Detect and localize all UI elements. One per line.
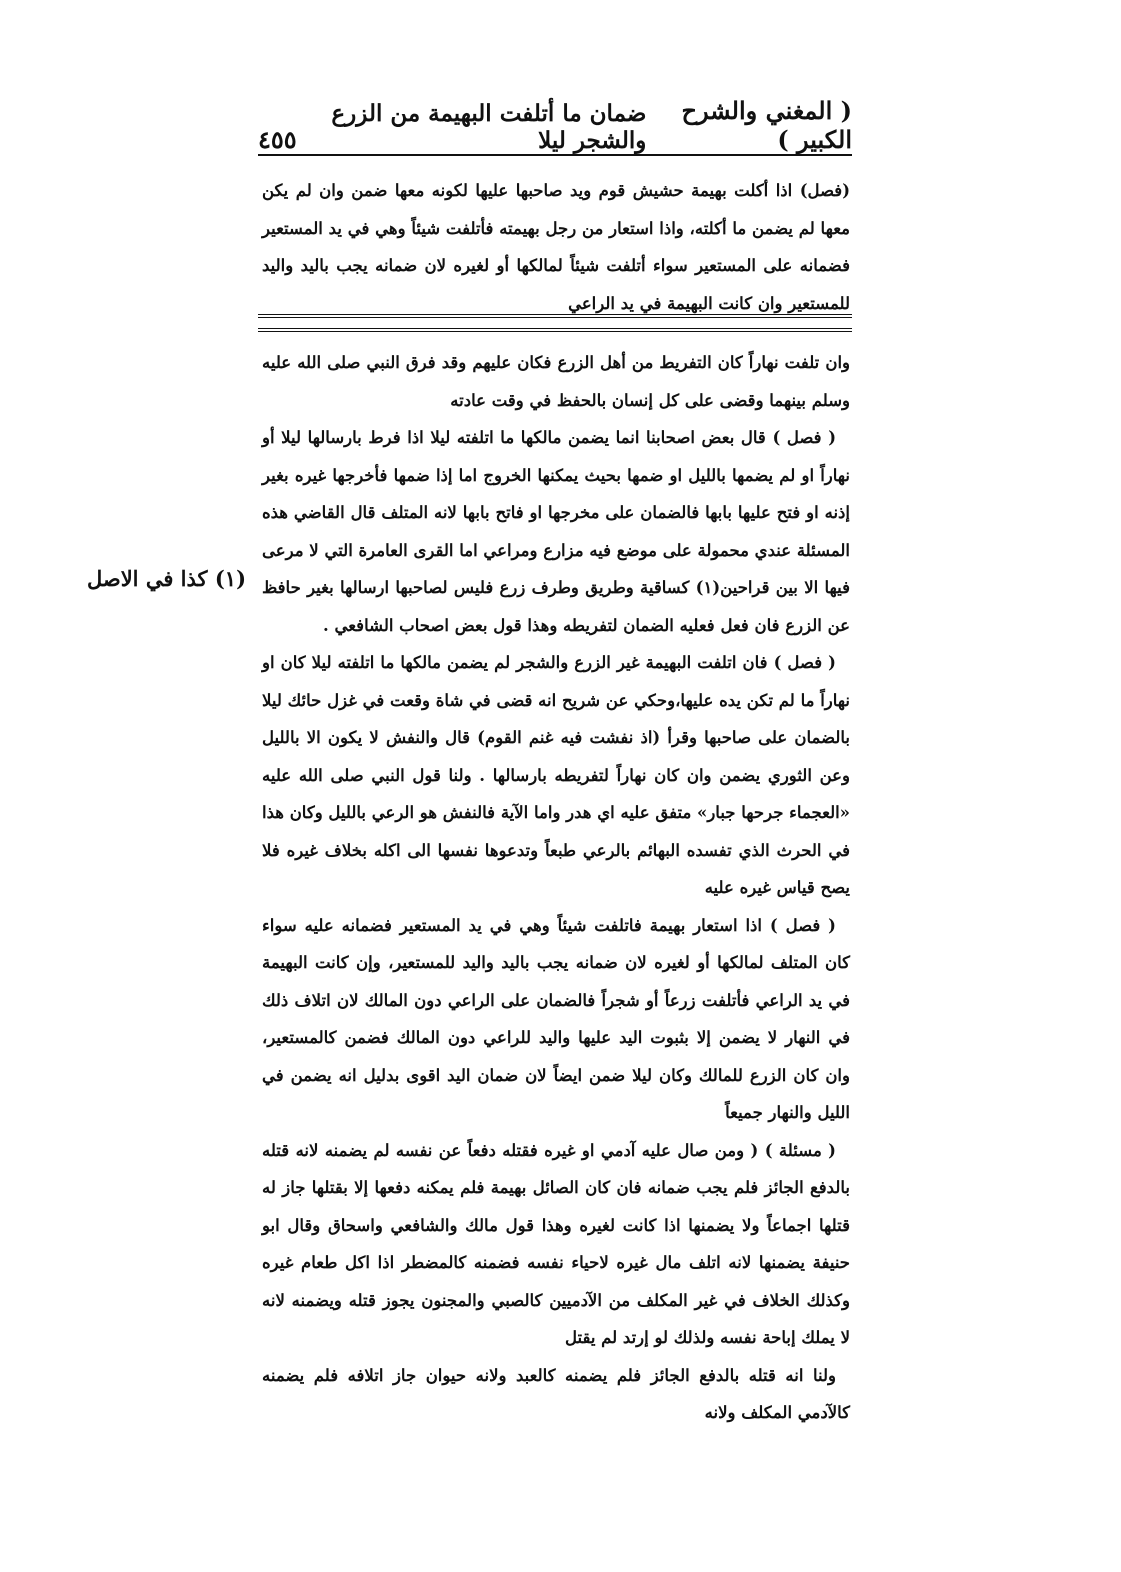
- paragraph-4: ( فصل ) اذا استعار بهيمة فاتلفت شيئاً وهي في يد المستعير فضمانه عليه سواء كان المتلف لمالكها أو لغيره لان ضمانه يجب باليد واليد للمستعير، وإن كانت البهيمة في يد الراعي فأتلفت زرعاً أو شجراً فالضمان على الراعي دون المالك لان اتلاف ذلك في النهار لا يضمن إلا بثبوت اليد عليها واليد للراعي دون المالك فضمن كالمستعير، وان كان الزرع للمالك وكان ليلا ضمن ايضاً لان ضمان اليد اقوى بدليل انه يضمن في الليل والنهار جميعاً: [262, 915, 850, 1122]
- page-header: [258, 96, 852, 154]
- chapter-title: ضمان ما أتلفت البهيمة من الزرع والشجر ليلا: [331, 100, 647, 154]
- margin-footnote: (١) كذا في الاصل: [86, 566, 246, 591]
- paragraph-6: ولنا انه قتله بالدفع الجائز فلم يضمنه كالعبد ولانه حيوان جاز اتلافه فلم يضمنه كالآدمي المكلف ولانه: [262, 1365, 850, 1422]
- upper-text-block: [262, 172, 850, 322]
- section-divider: [258, 314, 852, 332]
- lower-text-block: [262, 344, 850, 1432]
- paragraph-5: ( مسئلة ) ( ومن صال عليه آدمي او غيره فقتله دفعاً عن نفسه لم يضمنه لانه قتله بالدفع الجائز فلم يجب ضمانه فان كان الصائل بهيمة فلم يمكنه دفعها إلا بقتلها جاز له قتلها اجماعاً ولا يضمنها اذا كانت لغيره وهذا قول مالك والشافعي واسحاق وقال ابو حنيفة يضمنها لانه اتلف مال غيره لاحياء نفسه فضمنه كالمضطر اذا اكل طعام غيره وكذلك الخلاف في غير المكلف من الآدميين كالصبي والمجنون يجوز قتله ويضمنه لانه لا يملك إباحة نفسه ولذلك لو إرتد لم يقتل: [262, 1140, 850, 1347]
- paragraph-2: ( فصل ) قال بعض اصحابنا انما يضمن مالكها ما اتلفته ليلا اذا فرط بارسالها ليلا أو نهاراً او لم يضمها بالليل او ضمها بحيث يمكنها الخروج اما إذا ضمها فأخرجها غيره بغير إذنه او فتح عليها بابها فالضمان على مخرجها او فاتح بابها لانه المتلف قال القاضي هذه المسئلة عندي محمولة على موضع فيه مزارع ومراعي اما القرى العامرة التي لا مرعى فيها الا بين قراحين(١) كساقية وطريق وطرف زرع فليس لصاحبها ارسالها بغير حافظ عن الزرع فان فعل فعليه الضمان لتفريطه وهذا قول بعض اصحاب الشافعي .: [262, 428, 850, 635]
- upper-paragraph: (فصل) اذا أكلت بهيمة حشيش قوم ويد صاحبها عليها لكونه معها ضمن وان لم يكن معها لم يضمن ما أكلته، واذا استعار من رجل بهيمته فأتلفت شيئاً وهي في يد المستعير فضمانه على المستعير سواء أتلفت شيئاً لمالكها أو لغيره لان ضمانه يجب باليد واليد للمستعير وان كانت البهيمة في يد الراعي: [262, 181, 850, 313]
- paragraph-3: ( فصل ) فان اتلفت البهيمة غير الزرع والشجر لم يضمن مالكها ما اتلفته ليلا كان او نهاراً ما لم تكن يده عليها،وحكي عن شريح انه قضى في شاة وقعت في غزل حائك ليلا بالضمان على صاحبها وقرأ (اذ نفشت فيه غنم القوم) قال والنفش لا يكون الا بالليل وعن الثوري يضمن وان كان نهاراً لتفريطه بارسالها . ولنا قول النبي صلى الله عليه «العجماء جرحها جبار» متفق عليه اي هدر واما الآية فالنفش هو الرعي بالليل وكان هذا في الحرث الذي تفسده البهائم بالرعي طبعاً وتدعوها نفسها الى اكله بخلاف غيره فلا يصح قياس غيره عليه: [262, 653, 850, 897]
- page-number: ٤٥٥: [258, 125, 297, 154]
- paragraph-1: وان تلفت نهاراً كان التفريط من أهل الزرع فكان عليهم وقد فرق النبي صلى الله عليه وسلم بينهما وقضى على كل إنسان بالحفظ في وقت عادته: [262, 353, 850, 410]
- book-title: ( المغني والشرح الكبير ): [681, 96, 852, 154]
- header-rule: [258, 154, 852, 156]
